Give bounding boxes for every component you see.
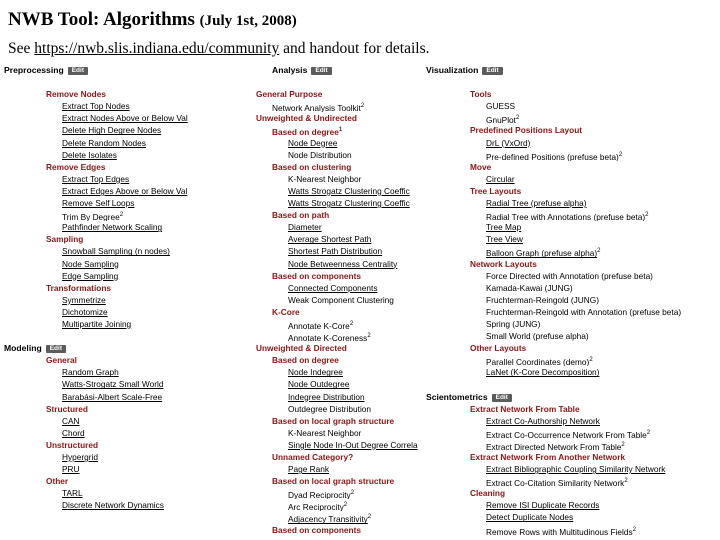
category-sampling (4, 233, 214, 245)
algorithm-label: Delete Isolates (62, 149, 117, 160)
category-unweighted-undirected (256, 112, 420, 124)
algorithm-label: Kamada-Kawai (JUNG) (486, 282, 573, 293)
algorithm-label: Shortest Path Distribution (288, 246, 383, 257)
algorithm-label: Node Distribution (288, 149, 352, 160)
algorithm-item[interactable] (4, 318, 214, 330)
edit-button[interactable]: Edit (311, 67, 331, 75)
algorithm-label: Watts-Strogatz Small World (62, 379, 164, 390)
community-link[interactable]: https://nwb.slis.indiana.edu/community (34, 40, 280, 57)
algorithm-label: Extract Top Nodes (62, 101, 130, 112)
algorithm-label: Circular (486, 173, 515, 184)
algorithm-label: TARL (62, 488, 83, 499)
algorithm-item[interactable] (426, 524, 718, 536)
algorithm-label: Average Shortest Path (288, 234, 372, 245)
category-label: Sampling (46, 234, 84, 245)
footnote-marker: 2 (618, 151, 623, 158)
algorithm-item[interactable] (426, 149, 718, 161)
algorithm-label: Fruchterman-Reingold (JUNG) (486, 294, 599, 305)
algorithm-item[interactable] (4, 149, 214, 161)
category-label: Extract Network From Another Network (470, 452, 626, 462)
algorithm-label: Pathfinder Network Scaling (62, 222, 163, 233)
algorithm-label: Diameter (288, 222, 322, 233)
algorithm-item[interactable] (256, 185, 420, 197)
algorithm-item[interactable] (426, 463, 718, 475)
algorithm-item[interactable] (256, 197, 420, 209)
algorithm-label: Extract Bibliographic Coupling Similarity Network (486, 464, 666, 475)
subtitle-prefix: See (8, 40, 35, 57)
footnote-marker: 2 (367, 514, 372, 521)
algorithm-item[interactable] (426, 415, 718, 427)
algorithm-item[interactable] (256, 330, 420, 342)
algorithm-item[interactable] (256, 233, 420, 245)
edit-button[interactable]: Edit (492, 394, 512, 402)
menu-header-label: Preprocessing (4, 65, 64, 75)
category-label: Based on components (272, 524, 361, 535)
algorithm-item[interactable] (426, 209, 718, 221)
algorithm-label: Random Graph (62, 367, 119, 378)
algorithm-item[interactable] (4, 378, 214, 390)
category-label: Tree Layouts (470, 185, 522, 196)
menu-header-label: Visualization (426, 65, 479, 75)
spacer (426, 378, 718, 390)
algorithm-item[interactable] (426, 499, 718, 511)
edit-button[interactable]: Edit (482, 67, 502, 75)
algorithm-label: GUESS (486, 101, 516, 112)
category-based-on-components (256, 270, 420, 282)
category-remove-nodes (4, 88, 214, 100)
algorithm-item[interactable] (426, 306, 718, 318)
algorithm-label: Weak Component Clustering (288, 294, 394, 305)
algorithm-label: Node Degree (288, 137, 338, 148)
algorithm-label: Extract Co-Citation Similarity Network (486, 478, 625, 488)
category-other (4, 475, 214, 487)
algorithm-item[interactable] (426, 427, 718, 439)
algorithm-label: Connected Components (288, 282, 378, 293)
category-label: Based on path (272, 210, 330, 221)
algorithm-label: Delete High Degree Nodes (62, 125, 162, 136)
menu-header-visualization[interactable] (426, 64, 718, 76)
algorithm-item[interactable] (426, 511, 718, 523)
algorithm-item[interactable] (426, 318, 718, 330)
algorithm-label: Fruchterman-Reingold with Annotation (prefuse beta) (486, 306, 682, 317)
category-transformations (4, 282, 214, 294)
algorithm-label: Extract Co-Authorship Network (486, 415, 600, 426)
algorithm-item[interactable] (256, 294, 420, 306)
algorithm-item[interactable] (426, 354, 718, 366)
category-label: Based on degree (272, 127, 339, 137)
footnote-marker: 2 (632, 526, 636, 533)
footnote-marker: 2 (367, 333, 371, 340)
category-k-core (256, 306, 420, 318)
algorithm-label: Watts Strogatz Clustering Coeffic (288, 185, 410, 196)
algorithm-item[interactable] (256, 282, 420, 294)
category-other-layouts (426, 342, 718, 354)
algorithm-item[interactable] (426, 270, 718, 282)
algorithm-item[interactable] (4, 112, 214, 124)
category-extract-network-from-another-network (426, 451, 718, 463)
algorithm-item[interactable] (256, 221, 420, 233)
algorithm-item[interactable] (426, 294, 718, 306)
category-label: Based on clustering (272, 161, 352, 172)
algorithm-label: Annotate K-Coreness (288, 333, 368, 343)
algorithm-item[interactable] (426, 112, 718, 124)
category-unstructured (4, 439, 214, 451)
algorithm-label: Symmetrize (62, 294, 106, 305)
algorithm-label: Remove Self Loops (62, 198, 135, 209)
algorithm-label: Multipartite Joining (62, 318, 132, 329)
algorithm-label: K-Nearest Neighbor (288, 427, 362, 438)
algorithm-label: Trim By Degree (62, 212, 120, 222)
footnote-marker: 2 (589, 357, 593, 364)
algorithm-label: Single Node In-Out Degree Correla (288, 439, 418, 450)
category-label: Extract Network From Table (470, 403, 580, 414)
category-tree-layouts (426, 185, 718, 197)
category-label: Other (46, 476, 69, 487)
footnote-marker: 2 (349, 320, 354, 327)
algorithm-item[interactable] (256, 258, 420, 270)
category-based-on-path (256, 209, 420, 221)
category-label: Unnamed Category? (272, 452, 354, 462)
algorithm-label: Radial Tree (prefuse alpha) (486, 198, 587, 209)
spacer (4, 330, 214, 342)
menu-header-modeling[interactable] (4, 342, 214, 354)
edit-button[interactable]: Edit (46, 345, 66, 353)
footnote-marker: 1 (338, 127, 343, 134)
analysis-column (256, 64, 420, 536)
category-label: Unweighted & Undirected (256, 113, 357, 124)
algorithm-label: Remove Rows with Multitudinous Fields (486, 526, 633, 536)
algorithm-item[interactable] (4, 124, 214, 136)
algorithm-item[interactable] (4, 463, 214, 475)
category-label: General Purpose (256, 89, 323, 100)
algorithm-item[interactable] (256, 100, 420, 112)
algorithm-item[interactable] (426, 366, 718, 378)
algorithm-item[interactable] (4, 366, 214, 378)
visualization-scientometrics-column (426, 64, 718, 536)
algorithm-item[interactable] (4, 499, 214, 511)
algorithm-label: Watts Strogatz Clustering Coeffic (288, 198, 410, 209)
algorithm-label: PRU (62, 464, 80, 475)
category-label: General (46, 355, 77, 366)
algorithm-label: Network Analysis Toolkit (272, 103, 361, 113)
category-label: Tools (470, 89, 492, 100)
category-cleaning (426, 487, 718, 499)
subtitle-suffix: and handout for details. (279, 40, 430, 57)
algorithm-item[interactable] (256, 439, 420, 451)
algorithm-label: LaNet (K-Core Decomposition) (486, 367, 600, 378)
slide-subtitle (8, 40, 429, 58)
algorithm-item[interactable] (426, 475, 718, 487)
footnote-marker: 2 (360, 103, 365, 110)
footnote-marker: 2 (624, 478, 628, 485)
category-label: Network Layouts (470, 258, 537, 269)
category-label: Based on degree (272, 355, 339, 366)
algorithm-label: Small World (prefuse alpha) (486, 331, 589, 342)
category-label: Based on local graph structure (272, 476, 395, 487)
category-label: K-Core (272, 306, 300, 317)
category-based-on-clustering (256, 161, 420, 173)
algorithm-item[interactable] (4, 415, 214, 427)
category-label: Remove Nodes (46, 89, 106, 100)
category-unweighted-directed (256, 342, 420, 354)
algorithm-item[interactable] (426, 282, 718, 294)
algorithm-item[interactable] (256, 378, 420, 390)
menu-header-label: Modeling (4, 343, 42, 354)
algorithm-label: Barabási-Albert Scale-Free (62, 391, 163, 402)
algorithm-label: Pre-defined Positions (prefuse beta) (486, 151, 619, 161)
algorithm-label: Extract Co-Occurrence Network From Table (486, 429, 647, 439)
algorithm-label: Chord (62, 427, 85, 438)
algorithm-label: Force Directed with Annotation (prefuse beta) (486, 270, 653, 281)
algorithm-label: Remove ISI Duplicate Records (486, 500, 600, 511)
category-label: Unweighted & Directed (256, 343, 347, 354)
category-label: Predefined Positions Layout (470, 125, 583, 136)
category-general (4, 354, 214, 366)
category-based-on-local-graph-structure (256, 475, 420, 487)
algorithm-label: Detect Duplicate Nodes (486, 512, 574, 523)
category-label: Transformations (46, 282, 112, 293)
algorithm-item[interactable] (4, 391, 214, 403)
algorithm-label: Node Betweenness Centrality (288, 258, 398, 269)
algorithm-label: Indegree Distribution (288, 391, 365, 402)
algorithm-item[interactable] (426, 173, 718, 185)
spacer (256, 76, 420, 88)
algorithm-label: Delete Random Nodes (62, 137, 146, 148)
algorithm-label: Extract Edges Above or Below Val (62, 185, 188, 196)
menu-header-preprocessing[interactable] (4, 64, 214, 76)
algorithm-label: Tree Map (486, 222, 522, 233)
algorithm-label: Node Outdegree (288, 379, 350, 390)
algorithm-item[interactable] (426, 221, 718, 233)
category-extract-network-from-table (426, 403, 718, 415)
slide-title (8, 9, 297, 32)
menu-header-scientometrics[interactable] (426, 391, 718, 403)
category-label: Remove Edges (46, 161, 106, 172)
algorithm-label: Extract Nodes Above or Below Val (62, 113, 188, 124)
algorithm-item[interactable] (426, 245, 718, 257)
algorithm-label: GnuPlot (486, 115, 516, 125)
algorithm-item[interactable] (426, 330, 718, 342)
algorithm-item[interactable] (256, 149, 420, 161)
algorithm-item[interactable] (256, 427, 420, 439)
category-structured (4, 403, 214, 415)
footnote-marker: 2 (515, 115, 520, 122)
category-remove-edges (4, 161, 214, 173)
algorithm-item[interactable] (4, 137, 214, 149)
algorithm-item[interactable] (4, 100, 214, 112)
algorithm-item[interactable] (4, 185, 214, 197)
algorithm-item[interactable] (4, 270, 214, 282)
algorithm-item[interactable] (426, 233, 718, 245)
algorithm-label: DrL (VxOrd) (486, 137, 531, 148)
algorithm-item[interactable] (256, 245, 420, 257)
algorithm-label: Node Sampling (62, 258, 119, 269)
category-unnamed-category (256, 451, 420, 463)
algorithm-item[interactable] (4, 427, 214, 439)
menu-header-label: Scientometrics (426, 391, 488, 402)
footnote-marker: 2 (621, 441, 625, 448)
algorithm-item[interactable] (4, 294, 214, 306)
algorithm-label: Edge Sampling (62, 270, 119, 281)
algorithm-label: Adjacency Transitivity (288, 514, 368, 524)
algorithm-label: Page Rank (288, 464, 330, 475)
algorithm-label: CAN (62, 415, 80, 426)
algorithm-item[interactable] (4, 221, 214, 233)
algorithm-item[interactable] (256, 173, 420, 185)
footnote-marker: 2 (646, 429, 651, 436)
category-label: Unstructured (46, 439, 99, 450)
algorithm-item[interactable] (4, 209, 214, 221)
preprocessing-modeling-column (4, 64, 214, 511)
footnote-marker: 2 (597, 248, 601, 255)
algorithm-label: K-Nearest Neighbor (288, 173, 362, 184)
algorithm-label: Balloon Graph (prefuse alpha) (486, 248, 598, 258)
footnote-marker: 2 (119, 212, 124, 219)
algorithm-item[interactable] (256, 487, 420, 499)
algorithm-item[interactable] (256, 366, 420, 378)
algorithm-item[interactable] (256, 137, 420, 149)
algorithm-item[interactable] (256, 318, 420, 330)
algorithm-label: Node Indegree (288, 367, 343, 378)
category-general-purpose (256, 88, 420, 100)
category-label: Other Layouts (470, 343, 527, 354)
algorithm-item[interactable] (4, 197, 214, 209)
title-date: (July 1st, 2008) (199, 13, 297, 29)
category-based-on-degree (256, 354, 420, 366)
footnote-marker: 2 (343, 502, 348, 509)
algorithm-item[interactable] (256, 511, 420, 523)
algorithm-item[interactable] (426, 137, 718, 149)
category-based-on-components (256, 524, 420, 536)
algorithm-label: Tree View (486, 234, 523, 245)
algorithm-item[interactable] (426, 439, 718, 451)
algorithm-label: Hypergrid (62, 452, 98, 462)
algorithm-label: Dichotomize (62, 306, 108, 317)
footnote-marker: 2 (350, 490, 355, 497)
algorithm-item[interactable] (4, 258, 214, 270)
category-network-layouts (426, 258, 718, 270)
category-label: Cleaning (470, 488, 506, 499)
algorithm-item[interactable] (426, 197, 718, 209)
algorithm-item[interactable] (256, 463, 420, 475)
algorithm-item[interactable] (256, 403, 420, 415)
algorithm-item[interactable] (4, 245, 214, 257)
algorithm-item[interactable] (4, 487, 214, 499)
title-text: NWB Tool: Algorithms (8, 9, 195, 30)
algorithm-label: Extract Directed Network From Table (486, 441, 622, 451)
category-move (426, 161, 718, 173)
algorithm-item[interactable] (4, 173, 214, 185)
category-based-on-degree (256, 124, 420, 136)
spacer (426, 76, 718, 88)
algorithm-label: Radial Tree with Annotations (prefuse beta) (486, 212, 646, 222)
algorithm-label: Extract Top Edges (62, 173, 130, 184)
algorithm-item[interactable] (4, 451, 214, 463)
algorithm-label: Dyad Reciprocity (288, 490, 351, 500)
spacer (4, 76, 214, 88)
algorithm-item[interactable] (4, 306, 214, 318)
category-tools (426, 88, 718, 100)
category-label: Based on components (272, 270, 361, 281)
algorithm-label: Outdegree Distribution (288, 403, 372, 414)
category-label: Based on local graph structure (272, 415, 395, 426)
menu-header-analysis[interactable] (256, 64, 420, 76)
category-based-on-local-graph-structure (256, 415, 420, 427)
algorithm-label: Spring (JUNG) (486, 318, 541, 329)
category-label: Move (470, 161, 492, 172)
algorithm-label: Arc Reciprocity (288, 502, 344, 512)
footnote-marker: 2 (645, 212, 649, 219)
category-label: Structured (46, 403, 88, 414)
algorithm-label: Discrete Network Dynamics (62, 500, 164, 511)
category-predefined-positions-layout (426, 124, 718, 136)
algorithm-label: Snowball Sampling (n nodes) (62, 246, 170, 257)
algorithm-item[interactable] (256, 391, 420, 403)
algorithm-label: Parallel Coordinates (demo) (486, 357, 590, 367)
algorithm-item[interactable] (256, 499, 420, 511)
edit-button[interactable]: Edit (68, 67, 88, 75)
algorithm-item[interactable] (426, 100, 718, 112)
menu-header-label: Analysis (272, 65, 308, 75)
algorithm-label: Annotate K-Core (288, 320, 350, 331)
